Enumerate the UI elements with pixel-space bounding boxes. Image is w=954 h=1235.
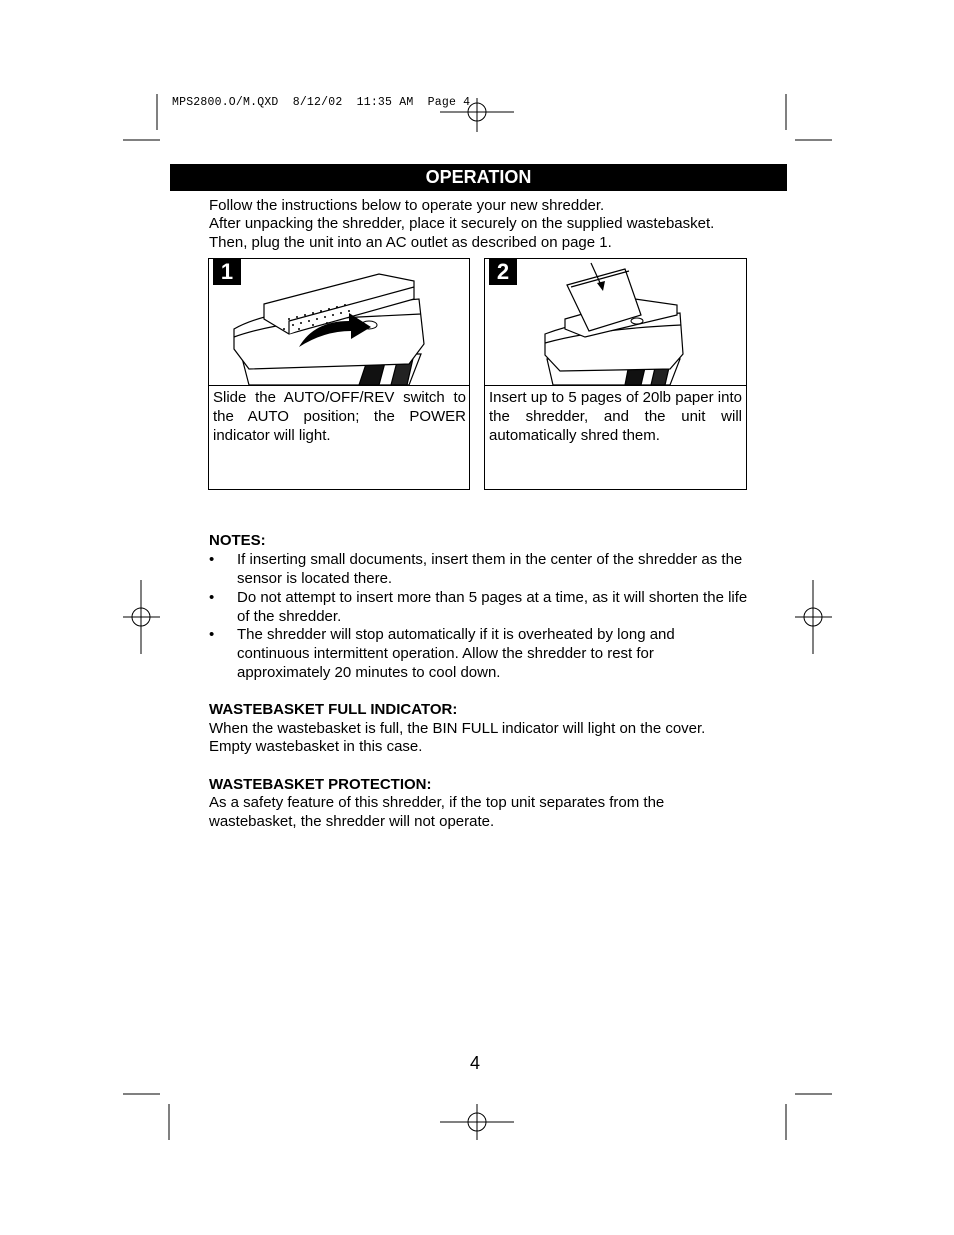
wastebasket-protection-line: As a safety feature of this shredder, if the top unit separates from the (209, 794, 665, 811)
shredder-switch-illustration (209, 259, 469, 385)
file-slug-line: MPS2800.O/M.QXD 8/12/02 11:35 AM Page 4 (172, 96, 471, 109)
panel-divider (209, 385, 469, 386)
note-text: The shredder will stop automatically if it is overheated by long and continuous intermittent operation. Allow the shredder to rest for approximately 20 minutes to cool down. (237, 626, 675, 681)
page-number: 4 (470, 1053, 481, 1073)
step-panel-2 (484, 258, 747, 490)
wastebasket-protection-heading: WASTEBASKET PROTECTION: (209, 776, 432, 793)
section-title: OPERATION (170, 164, 787, 191)
wastebasket-full-line: Empty wastebasket in this case. (209, 738, 423, 755)
step-panel-1 (208, 258, 470, 490)
intro-line: Follow the instructions below to operate your new shredder. (209, 197, 605, 214)
intro-line: Then, plug the unit into an AC outlet as described on page 1. (209, 234, 612, 251)
wastebasket-full-heading: WASTEBASKET FULL INDICATOR: (209, 701, 458, 718)
intro-line: After unpacking the shredder, place it securely on the supplied wastebasket. (209, 215, 715, 232)
step-caption: Slide the AUTO/OFF/REV switch to the AUTO position; the POWER indicator will light. (213, 389, 466, 444)
shredder-paper-illustration (485, 259, 745, 385)
step-caption: Insert up to 5 pages of 20lb paper into the shredder, and the unit will automatically shred them. (489, 389, 742, 444)
wastebasket-protection-line: wastebasket, the shredder will not operate. (209, 813, 495, 830)
bullet-marker: • (209, 551, 215, 568)
panel-divider (485, 385, 746, 386)
note-item (209, 550, 749, 588)
note-item (209, 588, 749, 626)
wastebasket-full-line: When the wastebasket is full, the BIN FULL indicator will light on the cover. (209, 720, 706, 737)
notes-heading: NOTES: (209, 532, 266, 549)
step-number: 2 (489, 259, 517, 285)
note-item (209, 625, 749, 682)
step-number: 1 (213, 259, 241, 285)
bullet-marker: • (209, 589, 215, 606)
note-text: If inserting small documents, insert them in the center of the shredder as the sensor is located there. (237, 551, 743, 587)
note-text: Do not attempt to insert more than 5 pages at a time, as it will shorten the life of the shredder. (237, 589, 748, 625)
bullet-marker: • (209, 626, 215, 643)
